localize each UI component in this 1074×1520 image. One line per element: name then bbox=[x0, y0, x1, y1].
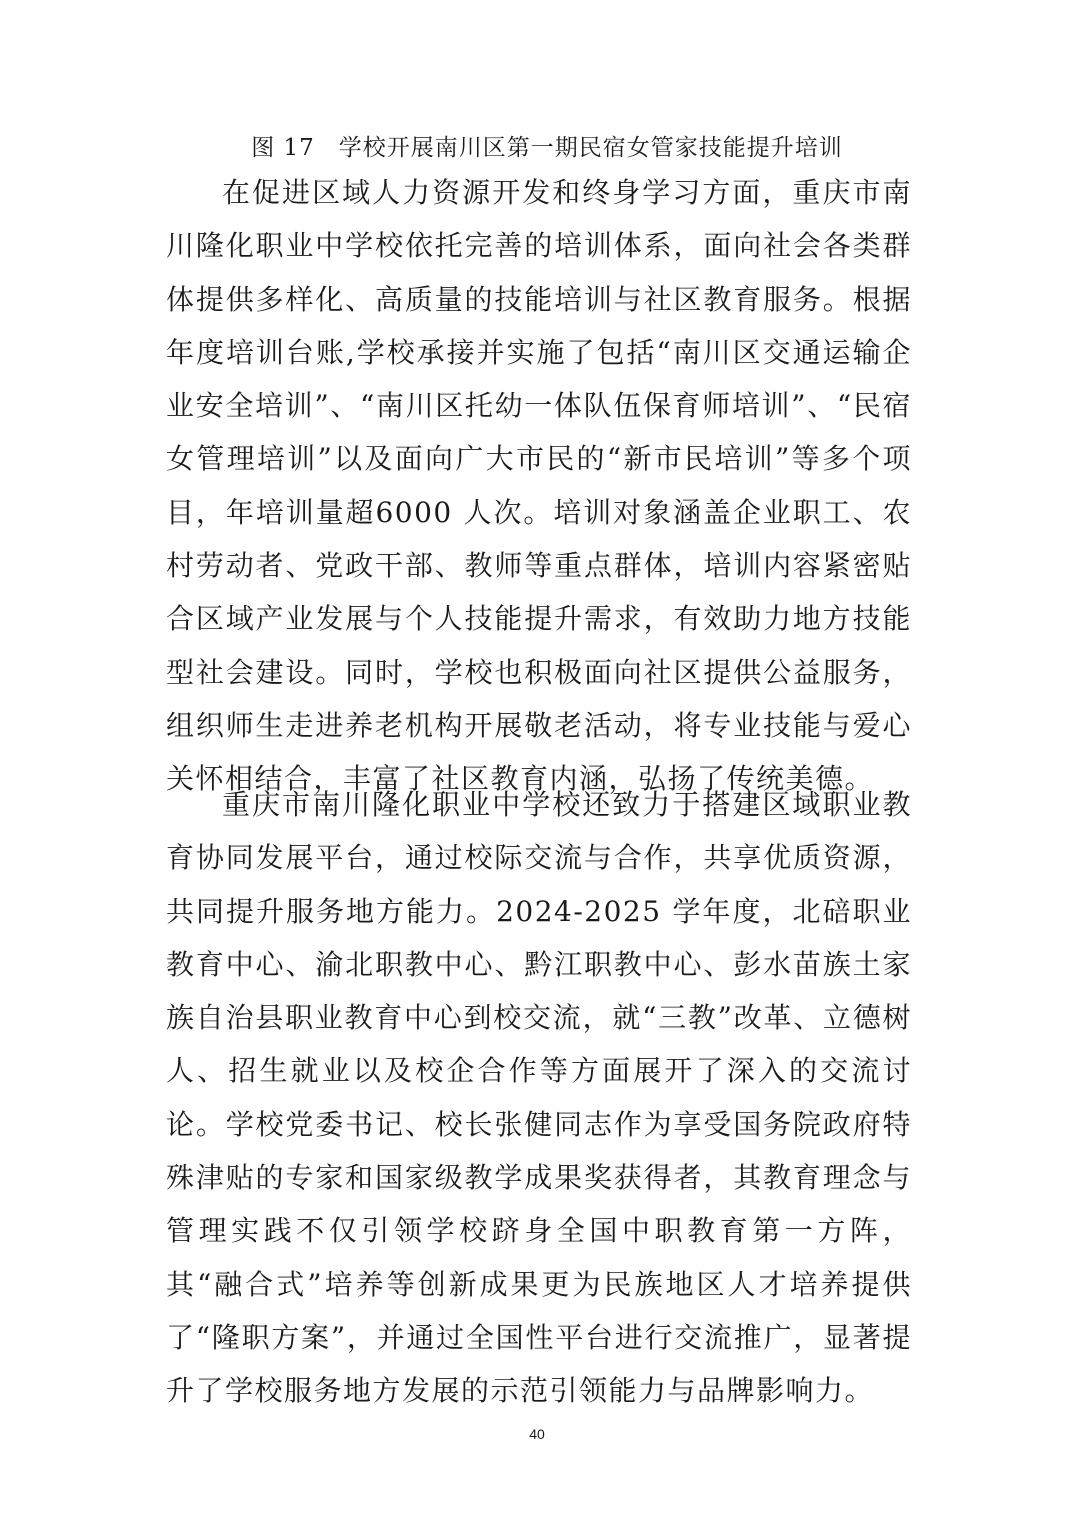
paragraph-regional-cooperation: 重庆市南川隆化职业中学校还致力于搭建区域职业教育协同发展平台，通过校际交流与合作，共享优质资源，共同提升服务地方能力。2024-2025 学年度，北碚职业教育中心、渝北职教中心、黔江职教中心、彭水苗族土家族自治县职业教育中心到校交流，就“三教”改革、立德树人、招生就业以及校企合作等方面展开了深入的交流讨论。学校党委书记、校长张健同志作为享受国务院政府特殊津贴的专家和国家级教学成果奖获得者，其教育理念与管理实践不仅引领学校跻身全国中职教育第一方阵，其“融合式”培养等创新成果更为民族地区人才培养提供了“隆职方案”，并通过全国性平台进行交流推广，显著提升了学校服务地方发展的示范引领能力与品牌影响力。 bbox=[166, 788, 912, 1408]
figure-caption: 图 17 学校开展南川区第一期民宿女管家技能提升培训 bbox=[251, 135, 843, 161]
page-number: 40 bbox=[529, 1426, 545, 1442]
paragraph-training-services: 在促进区域人力资源开发和终身学习方面，重庆市南川隆化职业中学校依托完善的培训体系，面向社会各类群体提供多样化、高质量的技能培训与社区教育服务。根据年度培训台账,学校承接并实施了包括“南川区交通运输企业安全培训”、“南川区托幼一体队伍保育师培训”、“民宿女管理培训”以及面向广大市民的“新市民培训”等多个项目，年培训量超6000 人次。培训对象涵盖企业职工、农村劳动者、党政干部、教师等重点群体，培训内容紧密贴合区域产业发展与个人技能提升需求，有效助力地方技能型社会建设。同时，学校也积极面向社区提供公益服务，组织师生走进养老机构开展敬老活动，将专业技能与爱心关怀相结合，丰富了社区教育内涵，弘扬了传统美德。 bbox=[166, 176, 912, 796]
